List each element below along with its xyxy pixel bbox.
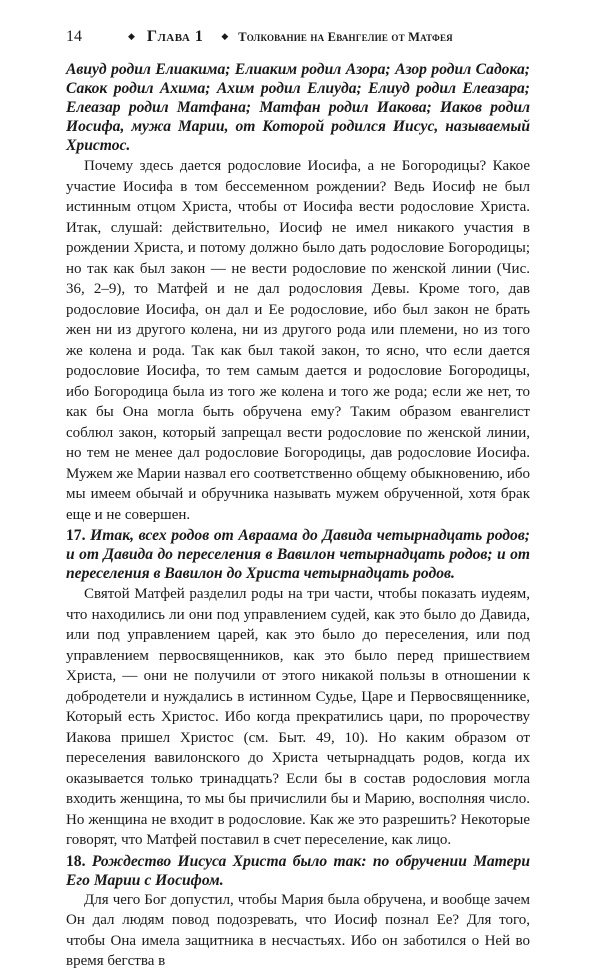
diamond-ornament-icon: ◆ bbox=[221, 31, 229, 41]
verse-text: Авиуд родил Елиакима; Елиаким родил Азора; Азор родил Садока; Сакок родил Ахима; Ахим родил Елиуда; Елиуд родил Елеазара; Елеазар родил Матфана; Матфан родил Иакова; Иаков родил Иосифа, мужа Марии, от Которой родился Иисус, называемый Христос. bbox=[66, 61, 530, 154]
verse-text bbox=[66, 526, 530, 583]
verse-number: 18. bbox=[66, 852, 86, 870]
commentary-paragraph: Святой Матфей разделил роды на три части, чтобы показать иудеям, что находились ли они под управлением судей, как это было до Давида, или под управлением царей, как это было до переселения, или под управлением первосвященников, как это было перед пришествием Христа, — они не получили от этого никакой пользы в отношении к добродетели и нуждались в истинном Судье, Царе и Первосвященнике, Который есть Христос. Ибо когда прекратились цари, по пророчеству Иакова пришел Христос (см. Быт. 49, 10). Но каким образом от переселения вавилонского до Христа четырнадцать родов, когда их оказывается только тринадцать? Если бы в состав родословия могла входить женщина, то мы бы причислили бы и Марию, восполняя число. Но женщина не входит в родословие. Как же это разрешить? Некоторые говорят, что Матфей поставил в счет переселение, как лицо. bbox=[66, 586, 530, 848]
verse-body: Рождество Иисуса Христа было так: по обручении Матери Его Марии с Иосифом. bbox=[66, 852, 530, 889]
verse-text bbox=[66, 852, 530, 890]
book-title: Толкование на Евангелие от Матфея bbox=[238, 30, 453, 44]
commentary-paragraph: Почему здесь дается родословие Иосифа, а не Богородицы? Какое участие Иосифа в том бессеменном рождении? Ведь Иосиф не был истинным отцом Христа, чтобы от Иосифа вести родословие Христа. Итак, слушай: действительно, Иосиф не имел никакого участия в рождении Христа, и потому должно было дать родословие Богородицы; но так как был закон — не вести родословие по женской линии (Чис. 36, 2–9), то Матфей и не дал родословия Девы. Кроме того, дав родословие Иосифа, он дал и Ее родословие, ибо был закон не брать жен ни из другого колена, ни из другого рода или племени, но из того же колена и рода. Так как был такой закон, то ясно, что если дается родословие Иосифа, то тем самым дается и родословие Богородицы, ибо Богородица была из того же колена и того же рода; если же нет, то как бы Она могла быть обручена ему? Таким образом евангелист соблюл закон, который запрещал вести родословие по женской линии, но тем не менее дал родословие Богородицы, дав родословие Иосифа. Мужем же Марии назвал его соответственно общему обыкновению, ибо мы имеем обычай и обручника называть мужем обрученной, хотя брак еще и не совершен. bbox=[66, 158, 530, 523]
verse-body: Итак, всех родов от Авраама до Давида четырнадцать родов; и от Давида до переселения в Вавилон четырнадцать родов; и от переселения в Вавилон до Христа четырнадцать родов. bbox=[66, 527, 530, 582]
verse-number: 17. bbox=[66, 527, 86, 544]
page-number: 14 bbox=[66, 28, 82, 45]
chapter-title: Глава 1 bbox=[146, 28, 204, 45]
commentary-paragraph: Для чего Бог допустил, чтобы Мария была обручена, и вообще зачем Он дал людям повод подозревать, что Иосиф познал Ее? Для того, чтобы Она имела защитника в несчастьях. Ибо он заботился о Ней во время бегства в bbox=[66, 891, 530, 969]
diamond-ornament-icon: ◆ bbox=[128, 31, 135, 41]
running-header bbox=[66, 28, 530, 48]
book-page bbox=[66, 28, 530, 972]
